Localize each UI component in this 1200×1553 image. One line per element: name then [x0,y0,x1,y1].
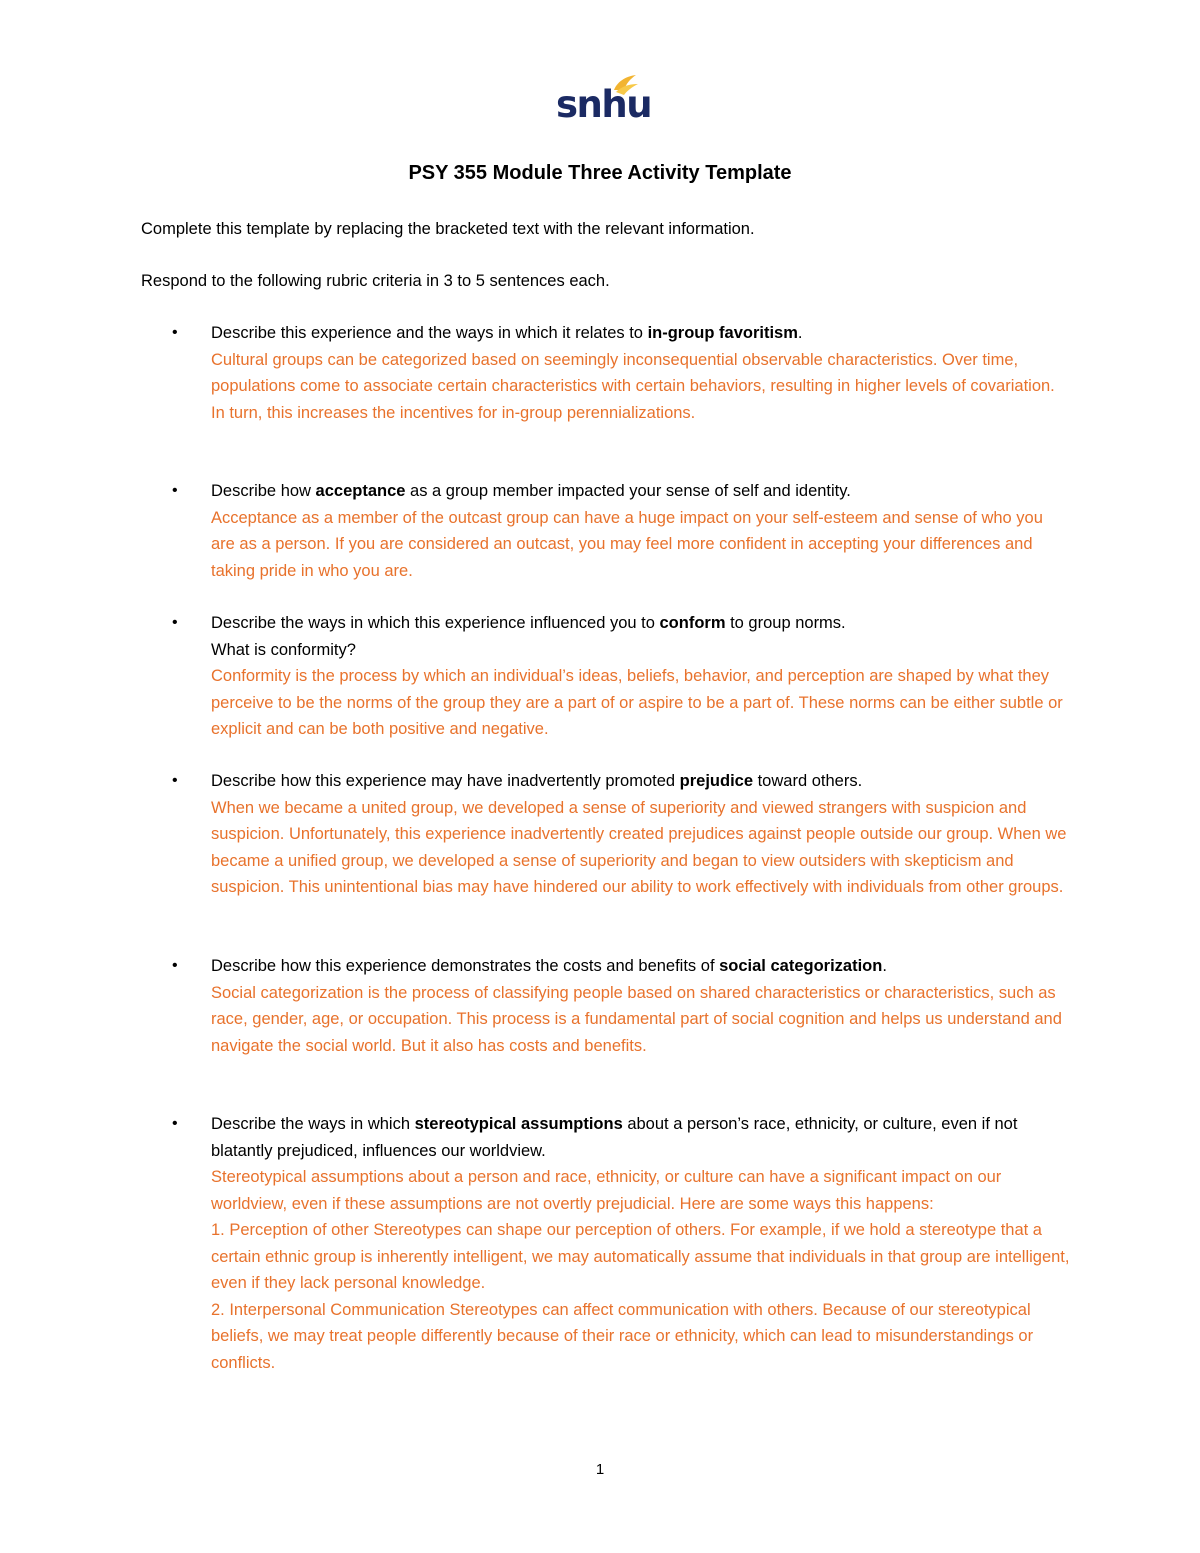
rubric-question: What is conformity? [211,640,356,659]
instructions-line: Respond to the following rubric criteria in 3 to 5 sentences each. [141,272,610,290]
page-number: 1 [595,1461,605,1478]
response-list-item: 2. Interpersonal Communication Stereotypes can affect communication with others. Because of our stereotypical beliefs, we may treat people differently because of their race or ethnicity, which can lead to misunderstandings or conflicts. [211,1300,1034,1372]
rubric-prompt: Describe how this experience may have inadvertently promoted prejudice toward others. [211,772,863,790]
response-text: Cultural groups can be categorized based on seemingly inconsequential observable characteristics. Over time, populations come to associate certain characteristics with certain behaviors, resulting in higher levels of covariation. In turn, this increases the incentives for in-group perennializations. [211,350,1055,422]
response-text: Social categorization is the process of classifying people based on shared characteristics or characteristics, such as race, gender, age, or occupation. This process is a fundamental part of social cognition and helps us understand and navigate the social world. But it also has costs and benefits. [211,983,1062,1055]
instructions-line: Complete this template by replacing the bracketed text with the relevant information. [141,220,755,238]
rubric-prompt: Describe this experience and the ways in which it relates to in-group favoritism. [211,324,803,342]
response-text: Acceptance as a member of the outcast group can have a huge impact on your self-esteem and sense of who you are as a person. If you are considered an outcast, you may feel more confident in accepting your differences and taking pride in who you are. [211,508,1043,580]
logo-wordmark: snhu [556,83,652,126]
bullet-icon: • [172,482,178,499]
response-text: Stereotypical assumptions about a person and race, ethnicity, or culture can have a significant impact on our worldview, even if these assumptions are not overtly prejudicial. Here are some ways this happens: [211,1168,1002,1213]
bullet-icon: • [172,1115,178,1132]
rubric-prompt: Describe how this experience demonstrates the costs and benefits of social categorization. [211,957,887,975]
rubric-prompt: Describe the ways in which stereotypical assumptions about a person’s race, ethnicity, or culture, even if not blatantly prejudiced, influences our worldview. [211,1115,1018,1160]
rubric-prompt: Describe how acceptance as a group member impacted your sense of self and identity. [211,482,851,500]
key-term: stereotypical assumptions [414,1115,623,1133]
key-term: prejudice [679,772,754,790]
bullet-icon: • [172,772,178,789]
snhu-logo [552,72,652,134]
key-term: acceptance [315,482,406,500]
key-term: conform [659,614,726,632]
response-text: When we became a united group, we developed a sense of superiority and viewed strangers with suspicion and suspicion. Unfortunately, this experience inadvertently created prejudices against people outside our group. When we became a unified group, we developed a sense of superiority and began to view outsiders with skepticism and suspicion. This unintentional bias may have hindered our ability to work effectively with individuals from other groups. [211,798,1067,896]
bullet-icon: • [172,957,178,974]
response-text: Conformity is the process by which an individual’s ideas, beliefs, behavior, and perception are shaped by what they perceive to be the norms of the group they are a part of or aspire to be a part of. These norms can be either subtle or explicit and can be both positive and negative. [211,667,1063,738]
page-title: PSY 355 Module Three Activity Template [408,162,792,184]
key-term: social categorization [719,957,883,975]
rubric-prompt: Describe the ways in which this experience influenced you to conform to group norms. [211,614,846,632]
bullet-icon: • [172,324,178,341]
response-list-item: 1. Perception of other Stereotypes can shape our perception of others. For example, if we hold a stereotype that a certain ethnic group is inherently intelligent, we may automatically assume that individuals in that group are intelligent, even if they lack personal knowledge. [211,1221,1070,1292]
bullet-icon: • [172,614,178,631]
key-term: in-group favoritism [647,324,798,342]
